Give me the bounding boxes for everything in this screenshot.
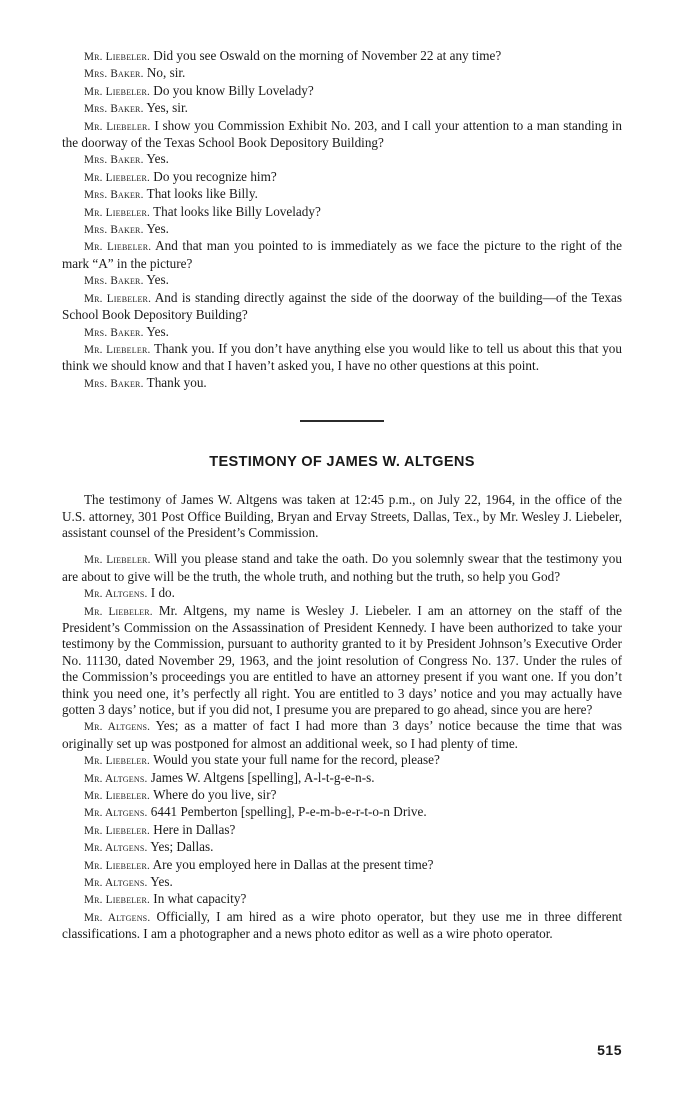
speaker-label: Mr. Altgens. <box>84 588 148 601</box>
transcript-line <box>62 238 622 272</box>
speech-text: Yes. <box>146 151 169 167</box>
speech-text: Do you recognize him? <box>153 168 277 184</box>
transcript-line <box>62 83 622 100</box>
transcript-line <box>62 718 622 752</box>
speaker-label: Mr. Liebeler. <box>84 171 150 184</box>
transcript-line <box>62 839 622 856</box>
speech-text: Where do you live, sir? <box>153 787 277 803</box>
speech-text: That looks like Billy Lovelady? <box>153 203 321 219</box>
speech-text: That looks like Billy. <box>146 186 258 202</box>
transcript-line <box>62 324 622 341</box>
transcript-line <box>62 65 622 82</box>
transcript-line <box>62 787 622 804</box>
speech-text: Mr. Altgens, my name is Wesley J. Liebeler. I am an attorney on the staff of the President’s Commission on the Assassination of President Kennedy. I have been authorized to take your testimony by the Commission, pursuant to authority granted to it by President Johnson’s Executive Order No. 11130, dated November 29, 1963, and the joint resolution of Congress No. 137. Under the rules of the Commission’s proceedings you are entitled to have an attorney present if you want one. If you don’t think you need one, it’s perfectly all right. You are entitled to 3 days’ notice and you may actually have gotten 3 days’ notice, but if you did not, I presume you are prepared to go ahead, since you are here? <box>62 602 623 717</box>
speech-text: Thank you. <box>146 374 207 390</box>
speech-text: And that man you pointed to is immediately as we face the picture to the right of the mark “A” in the picture? <box>62 238 622 271</box>
speech-text: Do you know Billy Lovelady? <box>153 82 314 98</box>
speech-text: Yes. <box>150 874 173 890</box>
transcript-line <box>62 857 622 874</box>
speech-text: Are you employed here in Dallas at the present time? <box>152 856 434 872</box>
speaker-label: Mrs. Baker. <box>84 68 144 81</box>
transcript-line <box>62 186 622 203</box>
speaker-label: Mrs. Baker. <box>84 326 144 339</box>
transcript-line <box>62 603 622 719</box>
transcript-line <box>62 48 622 65</box>
speech-text: I show you Commission Exhibit No. 203, and I call your attention to a man standing in the doorway of the Texas School Book Depository Building? <box>62 117 622 151</box>
speaker-label: Mr. Liebeler. <box>84 894 150 907</box>
transcript-line <box>62 804 622 821</box>
speech-text: Yes. <box>146 323 169 339</box>
transcript-line <box>62 874 622 891</box>
transcript-line <box>62 221 622 238</box>
speaker-label: Mr. Liebeler. <box>84 85 150 98</box>
speaker-label: Mr. Liebeler. <box>84 824 150 837</box>
speech-text: Yes. <box>146 272 169 288</box>
speech-text: 6441 Pemberton [spelling], P-e-m-b-e-r-t-o-n Drive. <box>150 804 427 820</box>
transcript-line <box>62 822 622 839</box>
speaker-label: Mr. Liebeler. <box>84 859 150 872</box>
speaker-label: Mrs. Baker. <box>84 103 144 116</box>
speech-text: Will you please stand and take the oath. Do you solemnly swear that the testimony you are about to give will be the truth, the whole truth, and nothing but the truth, so help you God? <box>62 551 622 584</box>
transcript-line <box>62 770 622 787</box>
speaker-label: Mr. Liebeler. <box>84 755 150 768</box>
speaker-label: Mr. Altgens. <box>84 721 151 734</box>
speech-text: Thank you. If you don’t have anything else you would like to tell us about this that you think we should know and that I haven’t asked you, I have no other questions at this point. <box>62 340 622 374</box>
speaker-label: Mr. Liebeler. <box>84 51 150 63</box>
speech-text: James W. Altgens [spelling], A-l-t-g-e-n-s. <box>150 769 375 785</box>
speaker-label: Mr. Altgens. <box>84 877 148 890</box>
transcript-line <box>62 551 622 585</box>
speech-text: Would you state your full name for the record, please? <box>153 752 440 768</box>
transcript-line <box>62 341 622 375</box>
speaker-label: Mr. Liebeler. <box>84 241 152 254</box>
speech-text: Yes, sir. <box>146 100 188 116</box>
section-divider <box>62 412 622 430</box>
divider-rule <box>300 420 384 422</box>
transcript-line <box>62 272 622 289</box>
transcript-line <box>62 909 622 943</box>
transcript-block-before-heading <box>62 48 622 392</box>
transcript-line <box>62 169 622 186</box>
transcript-block-after-heading <box>62 551 622 942</box>
speaker-label: Mr. Liebeler. <box>84 120 151 133</box>
transcript-line <box>62 752 622 769</box>
transcript-line <box>62 118 622 152</box>
transcript-line <box>62 100 622 117</box>
transcript-line <box>62 290 622 324</box>
speech-text: I do. <box>150 585 175 601</box>
speaker-label: Mr. Liebeler. <box>84 790 150 803</box>
speaker-label: Mr. Liebeler. <box>84 343 151 356</box>
speaker-label: Mr. Liebeler. <box>84 554 151 567</box>
speaker-label: Mrs. Baker. <box>84 377 144 390</box>
speaker-label: Mr. Altgens. <box>84 772 148 785</box>
speech-text: No, sir. <box>146 65 186 81</box>
speech-text: Yes; Dallas. <box>150 839 214 855</box>
speaker-label: Mrs. Baker. <box>84 224 144 237</box>
speaker-label: Mr. Altgens. <box>84 807 148 820</box>
speech-text: Did you see Oswald on the morning of November 22 at any time? <box>153 48 502 63</box>
speech-text: Yes. <box>146 221 169 237</box>
speech-text: And is standing directly against the side of the doorway of the building—of the Texas School Book Depository Building? <box>62 289 623 323</box>
speech-text: Here in Dallas? <box>153 821 236 837</box>
speaker-label: Mr. Altgens. <box>84 911 151 924</box>
speaker-label: Mrs. Baker. <box>84 189 144 202</box>
speech-text: Officially, I am hired as a wire photo operator, but they use me in three different classifications. I am a photographer and a news photo editor as well as a wire photo operator. <box>62 908 623 942</box>
transcript-line <box>62 585 622 602</box>
speaker-label: Mr. Liebeler. <box>84 605 153 618</box>
intro-block <box>62 492 622 541</box>
transcript-line <box>62 204 622 221</box>
speech-text: Yes; as a matter of fact I had more than 3 days’ notice because the time that was originally set up was postponed for almost an additional week, so I had plenty of time. <box>62 718 623 751</box>
speaker-label: Mr. Liebeler. <box>84 206 150 219</box>
speaker-label: Mrs. Baker. <box>84 275 144 288</box>
intro-paragraph: The testimony of James W. Altgens was taken at 12:45 p.m., on July 22, 1964, in the office of the U.S. attorney, 301 Post Office Building, Bryan and Ervay Streets, Dallas, Tex., by Mr. Wesley J. Liebeler, assistant counsel of the President’s Commission. <box>62 492 622 540</box>
speaker-label: Mrs. Baker. <box>84 154 144 167</box>
page-number: 515 <box>597 1042 622 1058</box>
speaker-label: Mr. Altgens. <box>84 842 148 855</box>
speech-text: In what capacity? <box>153 891 247 907</box>
speaker-label: Mr. Liebeler. <box>84 292 152 305</box>
transcript-line <box>62 375 622 392</box>
page-title: TESTIMONY OF JAMES W. ALTGENS <box>209 454 475 471</box>
transcript-line <box>62 891 622 908</box>
transcript-line <box>62 151 622 168</box>
spacer <box>62 541 622 551</box>
